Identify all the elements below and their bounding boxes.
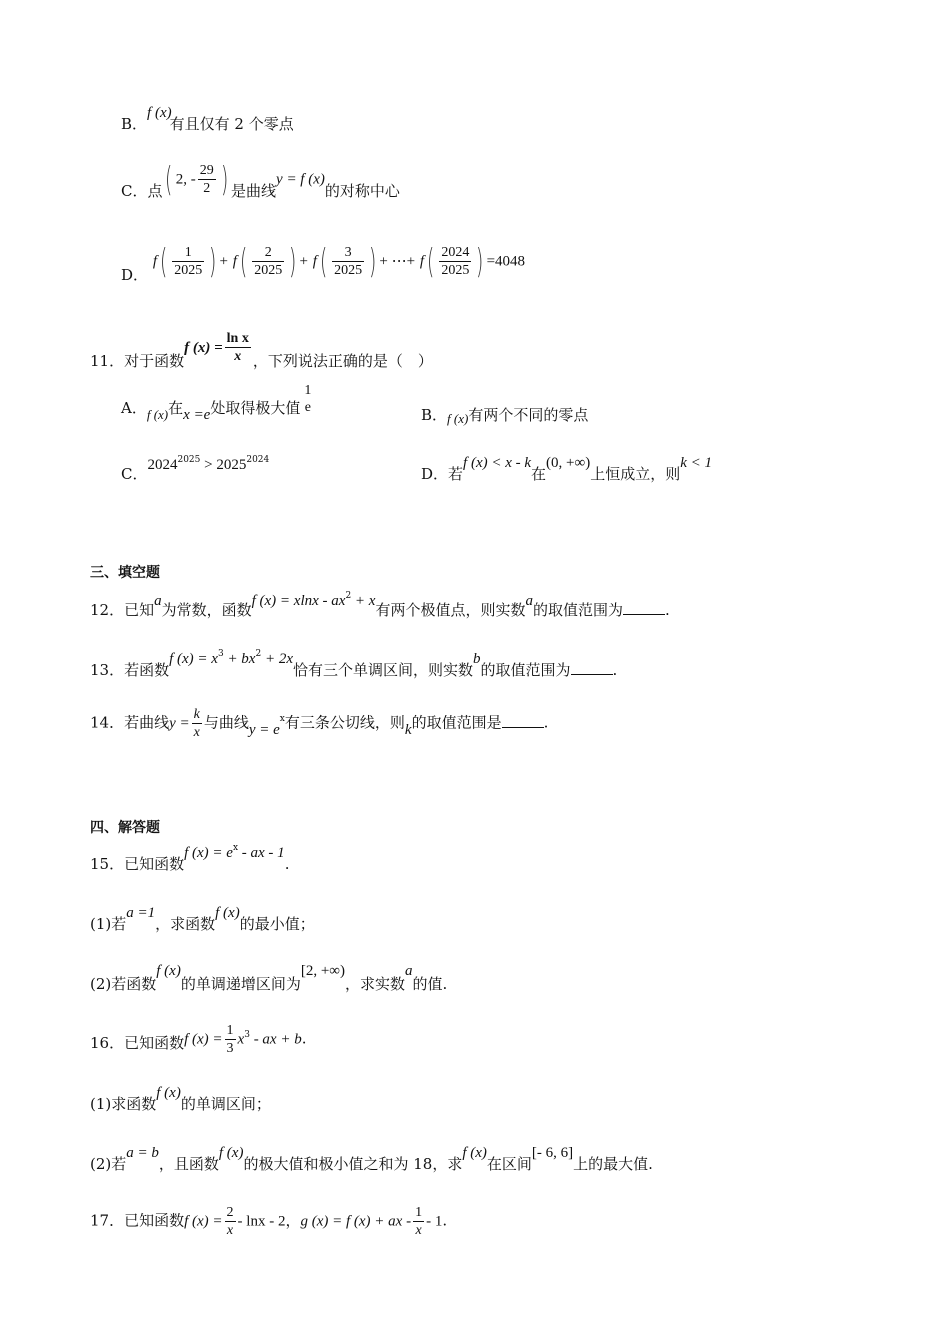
q13: 13．若函数f $(x) = x^3 + bx^2 + 2x$恰有三个单调区间，则实数b的取值范围为 .	[90, 649, 618, 679]
q11-option-b: B．f (x)有两个不同的零点	[421, 406, 589, 426]
q10-option-d: D． f( $\frac{1}{2025}$ ) + f( $\frac{2}{2025}$ ) + f( $\frac{3}{2025}$ ) + ⋯+ f( $\frac{2024}{2025}$ ) =4048	[121, 241, 526, 284]
q16-part-1: (1)求函数f (x)的单调区间；	[90, 1085, 271, 1113]
q15-stem: 15．已知函数f $(x) = e^x$ - ax - 1.	[90, 843, 290, 873]
q16-part-2: (2)若a = b，且函数f (x)的极大值和极小值之和为 18，求f (x)在区间[- 6, 6]上的最大值.	[90, 1145, 653, 1173]
section-fill-in-blank-title: 三、填空题	[90, 565, 160, 581]
q17-stem: 17．已知函数f (x) = $\frac{2}{x}$ - lnx - 2，g (x) = f (x) + ax - $\frac{1}{x}$ - 1.	[90, 1205, 448, 1238]
section-solution-title: 四、解答题	[90, 820, 160, 836]
q15-part-2: (2)若函数f (x)的单调递增区间为[2, +∞)，求实数a的值.	[90, 963, 448, 993]
q16-stem: 16．已知函数f (x) = $\frac{1}{3}$ $x^3$ - ax + b.	[90, 1023, 307, 1056]
q14-answer-blank	[502, 713, 544, 728]
q15-part-1: (1)若a =1，求函数f (x)的最小值；	[90, 905, 315, 933]
q11-option-d: D．若f (x) < x - k在(0, +∞)上恒成立，则k < 1	[421, 455, 712, 483]
q11-stem: 11．对于函数f (x) = $\frac{\text{ln x}}{x}$ ，下列说法正确的是（ ）	[90, 331, 433, 370]
q10-option-c: C．点( 2, - $\frac{29}{2}$ ) 是曲线y = f (x)的对称中心	[121, 159, 400, 200]
q14: 14．若曲线y = $\frac{k}{x}$ 与曲线$y = e^x$有三条公切线，则k的取值范围是 .	[90, 707, 549, 740]
q13-answer-blank	[571, 660, 613, 675]
q12-answer-blank	[623, 600, 665, 615]
q11-option-a: A．f (x)在x =e处取得极大值 1 e	[121, 383, 312, 423]
q11-option-c: C．$2024^{2025} > 2025^{2024}$	[121, 455, 270, 483]
q12: 12．已知a为常数，函数f $(x) = xlnx - ax^2 + x$有两个极值点，则实数a的取值范围为 .	[90, 591, 670, 619]
q10-option-b: B．f (x)有且仅有 2 个零点	[121, 105, 294, 133]
